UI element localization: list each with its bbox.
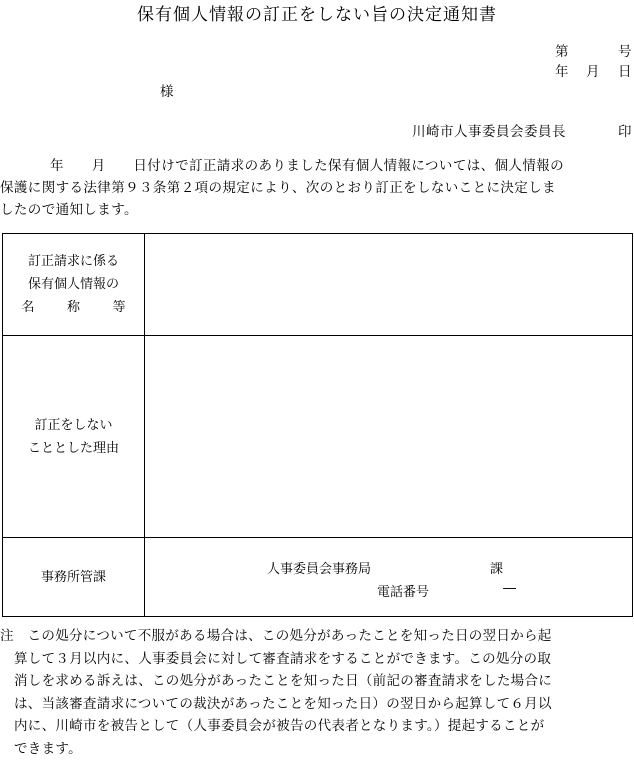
value-info-name[interactable] <box>145 234 633 336</box>
number-prefix: 第 <box>555 40 569 60</box>
body-line: したので通知します。 <box>0 199 634 221</box>
form-row-info-name <box>3 234 633 336</box>
note-line: 注 この処分について不服がある場合は、この処分があったことを知った日の翌日から起 <box>0 625 634 648</box>
office-name: 人事委員会事務局 <box>267 558 371 577</box>
label-office: 事務所管課 <box>3 538 145 617</box>
decision-form-table <box>2 233 633 617</box>
date-month: 月 <box>586 60 600 80</box>
label-line: 保有個人情報の <box>3 273 144 296</box>
label-char: 名 <box>22 296 35 319</box>
issuer-name: 川崎市人事委員会委員長 <box>412 120 566 140</box>
note-line: 内に、川崎市を被告として（人事委員会が被告の代表者となります。）提起することが <box>0 715 634 738</box>
recipient-suffix: 様 <box>160 80 174 100</box>
label-line: 訂正をしない <box>3 414 144 437</box>
date-year: 年 <box>555 60 569 80</box>
label-line: こととした理由 <box>3 437 144 460</box>
note-line: できます。 <box>0 738 634 760</box>
appeal-note <box>0 625 634 760</box>
label-reason <box>3 336 145 538</box>
value-reason[interactable] <box>145 336 633 538</box>
body-line: 保護に関する法律第９３条第２項の規定により、次のとおり訂正をしないことに決定しま <box>0 177 634 199</box>
form-row-reason <box>3 336 633 538</box>
division-suffix: 課 <box>490 558 503 577</box>
note-line: 消しを求める訴えは、この処分があったことを知った日（前記の審査請求をした場合に <box>0 670 634 693</box>
body-line: 年 月 日付けで訂正請求のありました保有個人情報については、個人情報の <box>0 155 634 177</box>
seal-mark: 印 <box>618 120 632 140</box>
document-title: 保有個人情報の訂正をしない旨の決定通知書 <box>0 0 634 25</box>
label-char: 等 <box>112 296 125 319</box>
number-suffix: 号 <box>618 40 632 60</box>
label-char: 称 <box>67 296 80 319</box>
form-row-office <box>3 538 633 617</box>
label-info-name <box>3 234 145 336</box>
label-line-spaced <box>22 296 126 319</box>
note-line: 算して３月以内に、人事委員会に対して審査請求をすることができます。この処分の取 <box>0 648 634 671</box>
value-office <box>145 538 633 617</box>
body-paragraph <box>0 155 634 221</box>
phone-dash: ― <box>503 581 516 596</box>
note-line: は、当該審査請求についての裁決があったことを知った日）の翌日から起算して６月以 <box>0 693 634 716</box>
label-line: 訂正請求に係る <box>3 250 144 273</box>
phone-label: 電話番号 <box>377 581 429 600</box>
date-day: 日 <box>618 60 632 80</box>
